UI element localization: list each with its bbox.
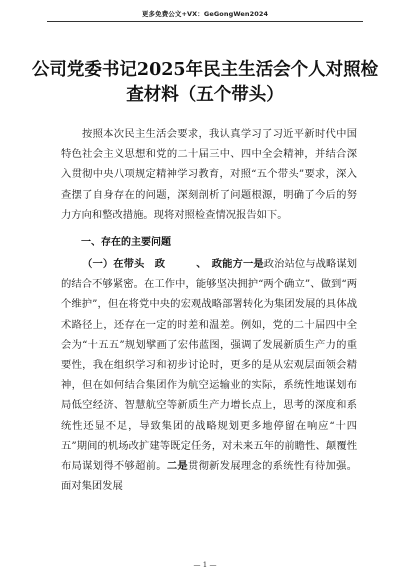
section-heading: 一、存在的主要问题 [81, 237, 171, 248]
lead-one: 一是 [242, 258, 264, 270]
page-number: — 1 — [193, 561, 217, 569]
document-title: 公司党委书记2025年民主生活会个人对照检查材料（五个带头） [31, 60, 379, 105]
intro-paragraph: 按照本次民主生活会要求，我认真学习了习近平新时代中国特色社会主义思想和党的二十届三中、四中全会精神，并结合深入贯彻中央八项规定精神学习教育，对照“五个带头”要求，深入查摆了自身存在的问题，深刻剖析了问题根源，明确了今后的努力方向和整改措施。现将对照检查情况报告如下。 [61, 128, 357, 221]
header-note: 更多免费公文+VX：GeGongWen2024 [141, 10, 269, 18]
paragraph-body: 政治站位与战略谋划的结合不够紧密。在工作中，能够坚决拥护“两个确立”、做到“两个维护”，但在将党中央的宏观战略部署转化为集团发展的具体战术路径上，还存在一定的时差和温差。例如，党的二十届四中全会为“十五五”规划擘画了宏伟蓝图，强调了发展新质生产力的重要性，我在组织学习和初步讨论时，更多的是从宏观层面领会精神，但在如何结合集团作为航空运输业的实际，系统性地谋划布局低空经济、智慧航空等新质生产力增长点上，思考的深度和系统性还显不足，导致集团的战略规划更多地停留在响应“十四五”期间的机场改扩建等既定任务，对未来五年的前瞻性、颠覆性布局谋划得不够超前。 [61, 258, 358, 473]
body-paragraph [61, 254, 357, 496]
lead-two: 二是 [166, 460, 188, 473]
header-divider [47, 21, 363, 22]
paragraph-tail: 贯彻新发展理念的系统性有待加强。面对集团发展 [61, 460, 358, 493]
subsection-heading: （一）在带头 政 、 政能方 [82, 258, 243, 270]
